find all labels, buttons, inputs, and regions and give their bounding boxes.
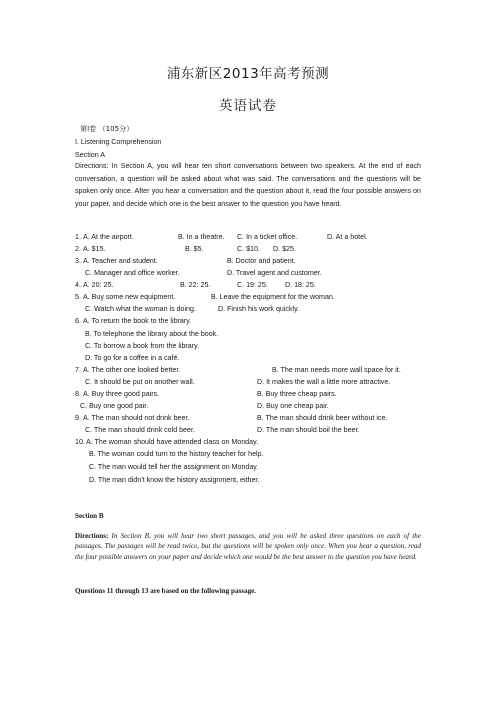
- option-d: D. Finish his work quickly.: [218, 305, 300, 313]
- part-label: 第I卷 （105分）: [80, 124, 134, 133]
- option-b: B. Leave the equipment for the woman.: [211, 293, 335, 301]
- directions-label: Directions:: [75, 532, 109, 540]
- question-8: [75, 389, 337, 399]
- section-heading: I. Listening Comprehension: [75, 138, 162, 146]
- questions-intro: Questions 11 through 13 are based on the following passage.: [75, 587, 257, 595]
- section-b-label: Section B: [75, 512, 104, 520]
- option-b: B. Doctor and patient.: [227, 257, 296, 265]
- option-d: D. To go for a coffee in a café.: [85, 354, 180, 362]
- option-d: D. The man should boil the beer.: [257, 426, 360, 434]
- section-a-label: Section A: [75, 151, 105, 159]
- question-number: 6.: [75, 317, 81, 325]
- option-a: A. To return the book to the library.: [83, 317, 192, 325]
- question-number: 2.: [75, 245, 81, 253]
- option-a: A. The woman should have attended class on Monday.: [86, 438, 259, 446]
- question-1: [75, 232, 368, 242]
- question-5: [75, 292, 335, 302]
- question-7: [75, 365, 401, 375]
- option-d: D. The man didn't know the history assignment, either.: [89, 476, 260, 484]
- question-6: [75, 316, 192, 326]
- option-c: C. In a ticket office.: [237, 233, 298, 241]
- option-d: D. 18: 25.: [285, 281, 316, 289]
- option-c: C. 19: 25.: [237, 281, 268, 289]
- exam-title: 浦东新区2013年高考预测: [166, 66, 330, 82]
- option-c: C. Buy one good pair.: [80, 402, 149, 410]
- option-d: D. At a hotel.: [327, 233, 368, 241]
- question-number: 5.: [75, 293, 81, 301]
- option-c: C. It should be put on another wall.: [85, 378, 195, 386]
- option-a: A. Teacher and student.: [83, 257, 158, 265]
- option-a: A. 20: 25.: [83, 281, 114, 289]
- option-c: C. The man would tell her the assignment on Monday.: [89, 463, 259, 471]
- question-number: 1.: [75, 233, 81, 241]
- option-b: B. The man should drink beer without ice.: [257, 414, 388, 422]
- option-d: D. $25.: [273, 245, 296, 253]
- option-d: D. Travel agent and customer.: [227, 269, 322, 277]
- option-a: A. Buy three good pairs.: [83, 390, 160, 398]
- option-c: C. Watch what the woman is doing.: [85, 305, 196, 313]
- option-c: C. To borrow a book from the library.: [85, 342, 200, 350]
- option-b: B. The man needs more wall space for it.: [272, 366, 401, 374]
- option-b: B. $5.: [185, 245, 204, 253]
- option-a: A. $15.: [83, 245, 106, 253]
- option-b: B. To telephone the library about the book.: [85, 330, 219, 338]
- question-5-cont: [85, 304, 300, 314]
- exam-subtitle: 英语试卷: [219, 98, 277, 114]
- question-number: 8.: [75, 390, 81, 398]
- question-number: 7.: [75, 366, 81, 374]
- option-d: D. Buy one cheap pair.: [257, 402, 329, 410]
- option-a: A. The other one looked better.: [83, 366, 181, 374]
- option-b: B. The woman could turn to the history teacher for help.: [89, 450, 264, 458]
- section-a-directions: Directions: In Section A, you will hear ten short conversations between two speakers. At the end of each conversation, a question will be asked about what was said. The conversations and the questions will be spoken only once. After you hear a conversation and the question about it, read the four possible answers on your paper, and decide which one is the best answer to the question you have heard.: [75, 162, 421, 209]
- question-8-cont: [80, 401, 329, 411]
- question-7-cont: [85, 377, 391, 387]
- option-b: B. Buy three cheap pairs.: [257, 390, 337, 398]
- question-number: 10.: [75, 438, 85, 446]
- section-b-directions: [75, 531, 421, 562]
- option-c: C. The man should drink cold beer.: [85, 426, 195, 434]
- question-number: 3.: [75, 257, 81, 265]
- directions-text: In Section B, you will hear two short passages, and you will be asked three questions on each of the passages. The passages will be read twice, but the questions will be spoken only once. When you hear a question, read the four possible answers on your paper and decide which one would be the best answer to the question you have heard.: [75, 532, 421, 561]
- question-number: 4.: [75, 281, 81, 289]
- question-number: 9.: [75, 414, 81, 422]
- option-d: D. It makes the wall a little more attractive.: [257, 378, 391, 386]
- option-c: C. $10.: [237, 245, 260, 253]
- question-10: [75, 437, 259, 447]
- question-3-cont: [85, 268, 322, 278]
- option-b: B. 22: 25.: [180, 281, 211, 289]
- option-a: A. The man should not drink beer.: [83, 414, 190, 422]
- question-4: [75, 280, 316, 290]
- question-9-cont: [85, 425, 360, 435]
- option-a: A. At the airport.: [83, 233, 134, 241]
- option-b: B. In a theatre.: [178, 233, 225, 241]
- option-a: A. Buy some new equipment.: [83, 293, 176, 301]
- option-c: C. Manager and office worker.: [85, 269, 180, 277]
- question-9: [75, 413, 388, 423]
- question-2: [75, 244, 296, 254]
- question-3: [75, 256, 296, 266]
